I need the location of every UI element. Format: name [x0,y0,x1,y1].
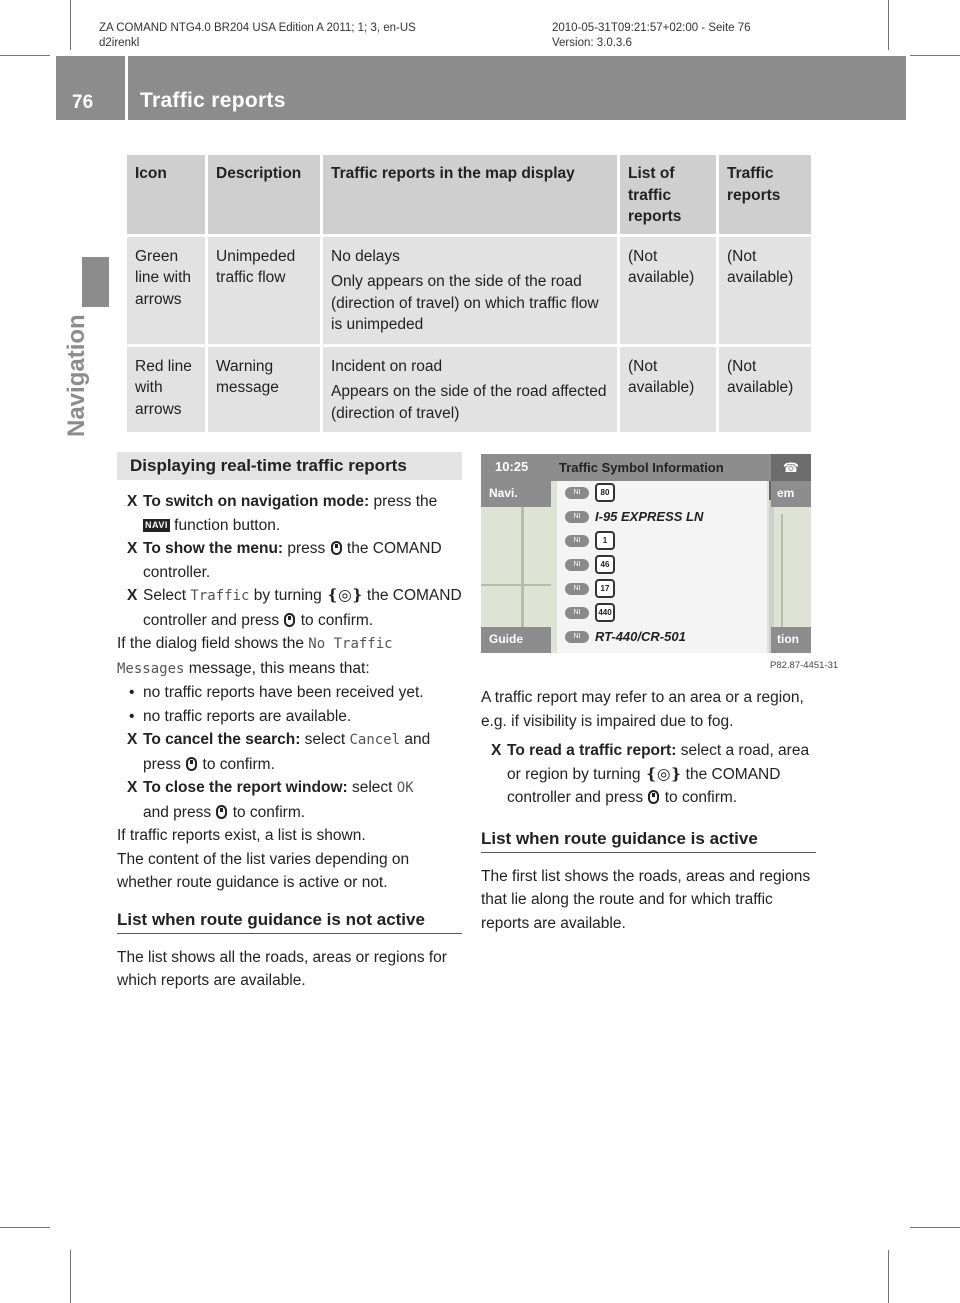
step-label: To read a traffic report: [507,742,677,759]
traffic-icon-table [127,155,811,432]
print-meta-right [552,21,751,51]
step-arrow-icon: X [127,493,138,510]
paragraph: A traffic report may refer to an area or a region, e.g. if visibility is impaired due to fog. [481,689,804,730]
list-item[interactable] [557,577,767,601]
list-item[interactable] [557,601,767,625]
map-road [481,584,551,586]
table-cell: Warning message [208,347,323,433]
step-arrow-icon: X [127,587,138,604]
phone-icon[interactable]: ☎ [771,454,811,481]
subsection-heading: List when route guidance is not active [117,909,462,934]
header-separator [125,56,128,120]
paragraph [117,632,462,681]
menu-item-text: Traffic [190,588,250,604]
press-controller-icon [186,757,197,771]
step-text: to confirm. [198,755,275,773]
page-number: 76 [72,92,94,113]
table-cell: Green line with arrows [127,237,208,347]
turn-controller-icon: ❴◎❵ [644,765,682,783]
road-shield-icon: 46 [595,555,615,574]
table-cell: Red line with arrows [127,347,208,433]
crop-mark [0,1227,50,1228]
crop-mark [70,0,71,50]
table-header-cell: List of traffic reports [620,155,719,237]
press-controller-icon [216,805,227,819]
step-text: by turning [249,587,322,604]
step-text: Select [143,587,191,604]
traffic-badge: NI [565,487,589,499]
crop-mark [0,55,50,56]
left-column [117,452,462,993]
road-shield-icon: 440 [595,603,615,622]
list-item[interactable] [557,529,767,553]
paragraph-text: If the dialog field shows the [117,635,309,652]
instruction-step [117,776,462,824]
table-cell: (Not available) [719,347,811,433]
step-text: to confirm. [660,789,738,806]
menu-item-text: Cancel [349,732,401,748]
list-item[interactable] [557,553,767,577]
step-text: press [283,540,326,557]
list-item[interactable] [557,481,767,505]
print-meta-left-line2: d2irenkl [99,37,140,49]
comand-screenshot [481,454,811,653]
menu-item-text: OK [396,780,414,796]
print-meta-right-line2: Version: 3.0.3.6 [552,37,632,49]
step-text: press the [369,493,438,510]
print-meta-left-line1: ZA COMAND NTG4.0 BR204 USA Edition A 2011; 1; 3, en-US [99,22,416,34]
road-shield-icon: 1 [595,531,615,550]
step-text: select [300,731,350,748]
page-title: Traffic reports [140,89,286,112]
traffic-badge: NI [565,535,589,547]
section-heading: Displaying real-time traffic reports [117,452,462,480]
press-controller-icon [284,613,295,627]
list-item[interactable] [557,625,767,649]
figure-caption: P82.87-4451-31 [770,660,839,671]
list-item-text: no traffic reports have been received yet. [143,684,424,701]
right-column [481,686,816,935]
clock: 10:25 [495,459,529,474]
instruction-step [117,584,462,632]
navi-button[interactable]: Navi. [481,481,551,507]
press-controller-icon [331,541,342,555]
table-cell-line: Appears on the side of the road affected (direction of travel) [331,383,607,422]
position-button[interactable]: tion [771,627,811,653]
traffic-symbol-list [557,481,767,653]
turn-controller-icon: ❴◎❵ [326,587,363,604]
message-text: No Traffic Messages [117,636,393,677]
step-text: the COMAND controller. [143,540,442,581]
traffic-badge: NI [565,607,589,619]
table-cell [323,237,620,347]
list-item [117,681,462,705]
navi-button-icon: NAVI [145,519,168,530]
crop-mark [70,1250,71,1303]
paragraph: The content of the list varies depending on whether route guidance is active or not. [117,850,410,891]
step-label: To close the report window: [143,779,348,796]
step-text: the COMAND controller and press [507,765,781,806]
step-text: to confirm. [228,803,306,821]
step-text: to confirm. [296,611,374,629]
crop-mark [888,0,889,50]
table-header-cell: Traffic reports in the map display [323,155,620,237]
step-label: To cancel the search: [143,731,301,748]
traffic-badge: NI [565,511,589,523]
print-meta-right-line1: 2010-05-31T09:21:57+02:00 - Seite 76 [552,22,751,34]
table-header-cell: Description [208,155,323,237]
table-header-row [127,155,811,237]
side-tab-label: Navigation [63,314,90,437]
press-controller-icon [648,790,659,804]
list-item-text: no traffic reports are available. [143,707,352,725]
step-label: To switch on navigation mode: [143,493,370,510]
paragraph-text: message, this means that: [184,659,370,677]
map-road [781,514,783,634]
traffic-badge: NI [565,631,589,643]
step-arrow-icon: X [127,731,138,748]
instruction-step [117,490,462,537]
table-cell: Unimpeded traffic flow [208,237,323,347]
instruction-step [117,537,462,584]
road-label: RT-440/CR-501 [595,629,686,644]
table-cell: (Not available) [620,347,719,433]
paragraph: The first list shows the roads, areas and regions that lie along the route and for which traffic reports are available. [481,867,811,932]
list-item[interactable] [557,505,767,529]
table-row [127,347,811,433]
step-arrow-icon: X [491,742,502,759]
instruction-step [117,728,462,776]
road-shield-icon: 17 [595,579,615,598]
step-text: select a road, area or region by turning [507,742,810,783]
crop-mark [888,1250,889,1303]
step-text: and press [143,731,431,773]
traffic-badge: NI [565,559,589,571]
road-label: I-95 EXPRESS LN [595,509,704,524]
screen-title: Traffic Symbol Information [559,460,724,475]
step-label: To show the menu: [143,540,284,557]
crop-mark [910,1227,960,1228]
table-header-cell: Icon [127,155,208,237]
subsection-heading: List when route guidance is active [481,828,816,853]
table-row [127,237,811,347]
step-text: select [347,779,397,796]
step-text: the COMAND controller and press [143,587,462,629]
guide-button[interactable]: Guide [481,627,551,653]
road-shield-icon: 80 [595,483,615,502]
step-arrow-icon: X [127,540,138,557]
table-cell-line: No delays [331,247,400,265]
system-button[interactable]: em [771,481,811,507]
bullet-icon: • [129,684,135,701]
instruction-step [481,739,816,810]
traffic-badge: NI [565,583,589,595]
step-text: and press [143,803,212,821]
side-tab-block [82,257,109,307]
paragraph: The list shows all the roads, areas or regions for which reports are available. [117,948,447,989]
table-cell: (Not available) [719,237,811,347]
table-cell: (Not available) [620,237,719,347]
map-road [521,494,524,644]
step-arrow-icon: X [127,779,138,796]
bullet-icon: • [129,707,135,725]
step-text: function button. [169,516,281,534]
list-item [117,705,462,729]
table-cell [323,347,620,433]
paragraph: If traffic reports exist, a list is shown. [117,827,366,844]
table-header-cell: Traffic reports [719,155,811,237]
table-cell-line: Only appears on the side of the road (direction of travel) on which traffic flow is unimpeded [331,273,599,333]
print-meta-left [99,21,416,51]
table-cell-line: Incident on road [331,357,443,375]
crop-mark [910,55,960,56]
